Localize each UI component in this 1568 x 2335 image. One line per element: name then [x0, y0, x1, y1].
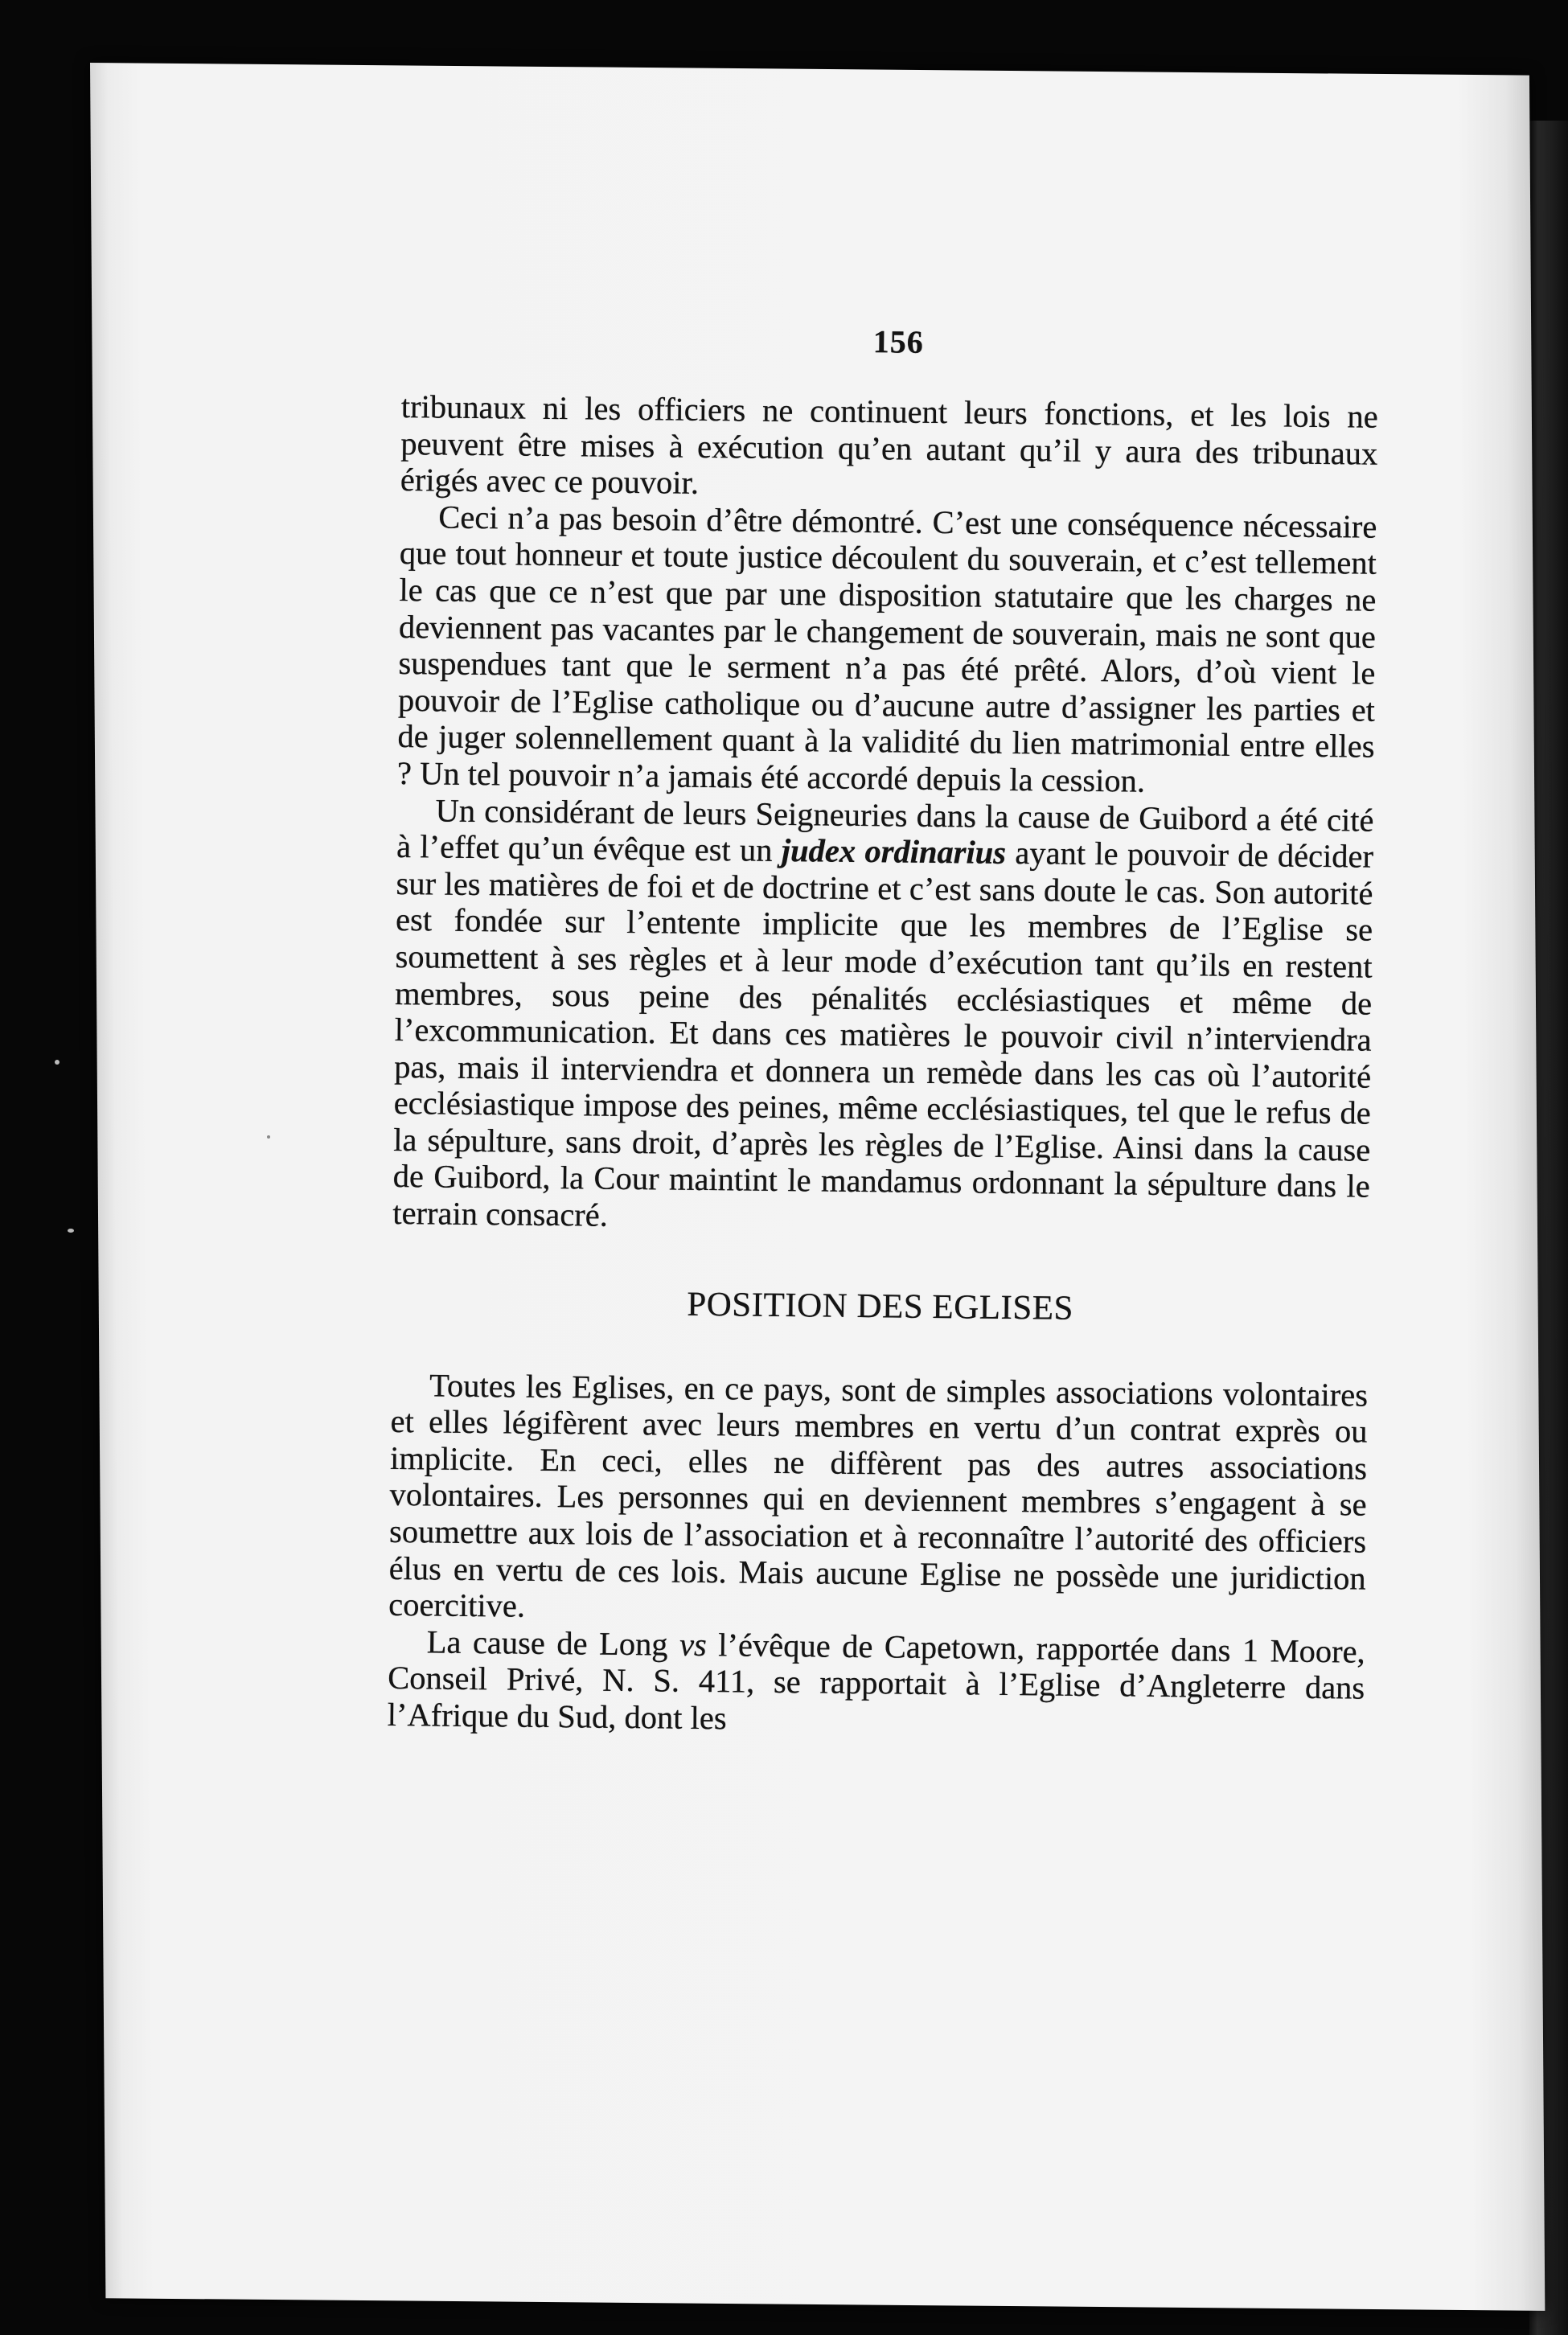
scan-speck	[55, 1060, 60, 1065]
scan-speck	[267, 1135, 270, 1139]
page-number: 156	[872, 323, 924, 360]
paragraph-guibord-text-1: Un considérant de leurs Seigneuries dans la cause de Guibord a été cité à l’effet qu’un évêque est un	[396, 792, 1374, 869]
versus-abbrev: vs	[679, 1626, 708, 1663]
paragraph-long-case	[388, 1623, 1365, 1743]
paragraph-guibord-text-2: ayant le pouvoir de décider sur les matières de foi et de doctrine et c’est sans doute le cas. Son autorité est fondée sur l’entente implicite que les membres de l’Eglise se soumettent à ses règles et à leur mode d’exécution tant qu’ils en restent membres, sous peine des pénalités ecclésiastiques et même de l’excommunication. Et dans ces matières le pouvoir civil n’interviendra pas, mais il interviendra et donnera un remède dans les cas où l’autorité ecclésiastique impose des peines, même ecclésiastiques, tel que le refus de la sépulture, sans droit, d’après les règles de l’Eglise. Ainsi dans la cause de Guibord, la Cour maintint le mandamus ordonnant la sépulture dans le terrain consacré.	[392, 835, 1374, 1233]
paragraph-continuation: tribunaux ni les officiers ne continuent leurs fonctions, et les lois ne peuvent être mises à exécution qu’en autant qu’il y aura des tribunaux érigés avec ce pouvoir.	[400, 388, 1379, 502]
page-text	[388, 318, 1379, 1743]
paragraph-long-text-2: l’évêque de Capetown, rapportée dans 1 Moore, Conseil Privé, N. S. 411, se rapportait à l’Eglise d’Angleterre dans l’Afrique du Sud, dont les	[387, 1626, 1365, 1737]
section-heading: POSITION DES EGLISES	[687, 1285, 1074, 1328]
paragraph-eglises: Toutes les Eglises, en ce pays, sont de simples associations volontaires et elles légifèrent avec leurs membres en vertu d’un contrat exprès ou implicite. En ceci, elles ne diffèrent pas des autres associations volontaires. Les personnes qui en deviennent membres s’engagent à se soumettre aux lois de l’association et à reconnaître l’autorité des officiers élus en vertu de ces lois. Mais aucune Eglise ne possède une juridiction coercitive.	[388, 1367, 1369, 1624]
latin-phrase: judex ordinarius	[781, 832, 1007, 872]
paragraph-guibord	[392, 791, 1374, 1241]
scan-speck	[68, 1229, 74, 1233]
paragraph-ceci: Ceci n’a pas besoin d’être démontré. C’est une conséquence nécessaire que tout honneur et toute justice découlent du souverain, et c’est tellement le cas que ce n’est que par une disposition statutaire que les charges ne deviennent pas vacantes par le changement de souverain, mais ne sont que suspendues tant que le serment n’a pas été prêté. Alors, d’où vient le pouvoir de l’Eglise catholique ou d’aucune autre d’assigner les parties et de juger solennellement quant à la validité du lien matrimonial entre elles ? Un tel pouvoir n’a jamais été accordé depuis la cession.	[396, 499, 1377, 799]
paragraph-long-text-1: La cause de Long	[426, 1623, 680, 1663]
